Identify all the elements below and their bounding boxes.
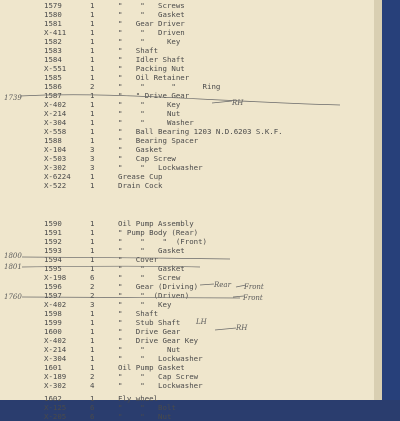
handwritten-front-2: Front <box>243 294 263 302</box>
part-quantity: 1 <box>90 255 95 264</box>
part-description: " " Gasket <box>118 10 185 19</box>
part-quantity: 1 <box>90 28 95 37</box>
part-description: " Gasket <box>118 145 163 154</box>
part-description: " " " (Front) <box>118 237 207 246</box>
part-quantity: 1 <box>90 172 95 181</box>
part-quantity: 1 <box>90 345 95 354</box>
part-description: " Shaft <box>118 46 159 55</box>
part-quantity: 1 <box>90 1 95 10</box>
part-description: " Gear Driver <box>118 19 185 28</box>
part-description: " " Nut <box>118 412 172 421</box>
part-quantity: 6 <box>90 273 95 282</box>
part-quantity: 1 <box>90 91 95 100</box>
part-number: X-558 <box>44 127 67 136</box>
arrow-rh-bottom <box>215 328 236 330</box>
part-number: X-302 <box>44 381 67 390</box>
part-number: 1585 <box>44 73 62 82</box>
part-number: 1600 <box>44 327 62 336</box>
part-description: " Cap Screw <box>118 154 176 163</box>
part-number: 1592 <box>44 237 62 246</box>
part-quantity: 3 <box>90 163 95 172</box>
part-number: X-302 <box>44 163 67 172</box>
part-quantity: 1 <box>90 55 95 64</box>
part-description: Drain Cock <box>118 181 163 190</box>
part-number: 1598 <box>44 309 62 318</box>
part-description: " Packing Nut <box>118 64 185 73</box>
part-description: " " Nut <box>118 109 181 118</box>
part-number: X-214 <box>44 345 67 354</box>
part-quantity: 4 <box>90 381 95 390</box>
underline-1800 <box>22 257 230 259</box>
part-description: " " Lockwasher <box>118 381 203 390</box>
underline-1801 <box>22 266 200 267</box>
part-description: " Ball Bearing 1203 N.D.6203 S.K.F. <box>118 127 283 136</box>
part-quantity: 1 <box>90 100 95 109</box>
part-quantity: 1 <box>90 64 95 73</box>
part-number: 1579 <box>44 1 62 10</box>
handwritten-rear: Rear <box>214 281 231 289</box>
part-number: 1581 <box>44 19 62 28</box>
part-description: " " Drive Gear <box>118 91 190 100</box>
part-description: " Cover <box>118 255 159 264</box>
part-quantity: 1 <box>90 309 95 318</box>
handwritten-margin-1801: 1801 <box>4 263 22 271</box>
handwritten-rh-bottom: RH <box>236 324 248 332</box>
part-number: X-503 <box>44 154 67 163</box>
part-description: " " Key <box>118 300 172 309</box>
part-quantity: 1 <box>90 127 95 136</box>
part-description: " Pump Body (Rear) <box>118 228 199 237</box>
part-description: " " Lockwasher <box>118 163 203 172</box>
handwritten-front-1: Front <box>244 283 264 291</box>
part-description: " " Nut <box>118 345 181 354</box>
part-number: X-402 <box>44 300 67 309</box>
part-quantity: 2 <box>90 372 95 381</box>
part-description: " Stub Shaft <box>118 318 181 327</box>
part-quantity: 1 <box>90 363 95 372</box>
binder-spine <box>382 0 400 400</box>
part-number: 1590 <box>44 219 62 228</box>
part-description: " " Gasket <box>118 264 185 273</box>
part-number: X-125 <box>44 403 67 412</box>
part-quantity: 1 <box>90 136 95 145</box>
part-number: X-551 <box>44 64 67 73</box>
part-number: 1597 <box>44 291 62 300</box>
part-quantity: 1 <box>90 37 95 46</box>
part-quantity: 1 <box>90 46 95 55</box>
arrow-rh-top <box>212 101 232 103</box>
part-number: X-522 <box>44 181 67 190</box>
part-number: 1591 <box>44 228 62 237</box>
part-description: " " Gasket <box>118 246 185 255</box>
part-quantity: 1 <box>90 246 95 255</box>
part-number: X-214 <box>44 109 67 118</box>
part-number: 1582 <box>44 37 62 46</box>
part-description: Grease Cup <box>118 172 163 181</box>
part-number: 1583 <box>44 46 62 55</box>
arrow-rear-front <box>200 284 246 297</box>
part-description: Oil Pump Assembly <box>118 219 194 228</box>
part-number: 1587 <box>44 91 62 100</box>
part-number: 1586 <box>44 82 62 91</box>
part-number: X-104 <box>44 145 67 154</box>
part-description: " " Key <box>118 37 181 46</box>
part-quantity: 1 <box>90 118 95 127</box>
part-description: " Idler Shaft <box>118 55 185 64</box>
part-number: 1584 <box>44 55 62 64</box>
part-quantity: 1 <box>90 219 95 228</box>
part-description: " Drive Gear Key <box>118 336 199 345</box>
part-number: X-189 <box>44 372 67 381</box>
part-number: X-198 <box>44 273 67 282</box>
part-quantity: 3 <box>90 145 95 154</box>
part-quantity: 2 <box>90 282 95 291</box>
part-quantity: 6 <box>90 412 95 421</box>
part-description: " Oil Retainer <box>118 73 190 82</box>
part-description: Fly wheel <box>118 394 159 403</box>
part-quantity: 2 <box>90 82 95 91</box>
part-quantity: 1 <box>90 394 95 403</box>
part-description: " " Washer <box>118 118 194 127</box>
part-quantity: 1 <box>90 10 95 19</box>
underline-1739 <box>20 95 340 105</box>
part-quantity: 1 <box>90 19 95 28</box>
part-number: X-205 <box>44 412 67 421</box>
part-quantity: 1 <box>90 237 95 246</box>
paper-edge <box>374 0 382 400</box>
part-number: X-402 <box>44 336 67 345</box>
part-description: " " (Driven) <box>118 291 190 300</box>
part-quantity: 1 <box>90 109 95 118</box>
part-number: X-304 <box>44 118 67 127</box>
part-number: X-402 <box>44 100 67 109</box>
part-number: 1588 <box>44 136 62 145</box>
part-number: 1596 <box>44 282 62 291</box>
part-description: " " " Ring <box>118 82 221 91</box>
part-description: " " Bolt <box>118 403 176 412</box>
part-description: " " Screws <box>118 1 185 10</box>
part-quantity: 1 <box>90 73 95 82</box>
part-quantity: 1 <box>90 318 95 327</box>
part-quantity: 1 <box>90 327 95 336</box>
part-description: " " Key <box>118 100 181 109</box>
handwritten-margin-1739: 1739 <box>4 94 22 102</box>
handwritten-margin-1760: 1760 <box>4 293 22 301</box>
part-quantity: 3 <box>90 154 95 163</box>
handwritten-margin-1800: 1800 <box>4 252 22 260</box>
handwritten-rh-top: RH <box>232 99 244 107</box>
part-description: Oil Pump Gasket <box>118 363 185 372</box>
part-number: X-411 <box>44 28 67 37</box>
part-number: X-304 <box>44 354 67 363</box>
part-quantity: 6 <box>90 403 95 412</box>
part-quantity: 1 <box>90 181 95 190</box>
part-number: X-6224 <box>44 172 71 181</box>
part-number: 1593 <box>44 246 62 255</box>
part-description: " " Screw <box>118 273 181 282</box>
part-description: " Shaft <box>118 309 159 318</box>
handwritten-lh: LH <box>196 318 207 326</box>
part-description: " " Cap Screw <box>118 372 199 381</box>
underline-1760 <box>22 297 240 298</box>
part-description: " Gear (Driving) <box>118 282 199 291</box>
part-quantity: 1 <box>90 336 95 345</box>
part-number: 1601 <box>44 363 62 372</box>
part-quantity: 3 <box>90 300 95 309</box>
part-description: " Bearing Spacer <box>118 136 199 145</box>
part-description: " " Driven <box>118 28 185 37</box>
part-quantity: 1 <box>90 354 95 363</box>
part-number: 1594 <box>44 255 62 264</box>
part-number: 1595 <box>44 264 62 273</box>
part-number: 1580 <box>44 10 62 19</box>
part-description: " " Lockwasher <box>118 354 203 363</box>
part-quantity: 2 <box>90 291 95 300</box>
part-description: " Drive Gear <box>118 327 181 336</box>
part-quantity: 1 <box>90 264 95 273</box>
part-quantity: 1 <box>90 228 95 237</box>
part-number: 1599 <box>44 318 62 327</box>
part-number: 1602 <box>44 394 62 403</box>
